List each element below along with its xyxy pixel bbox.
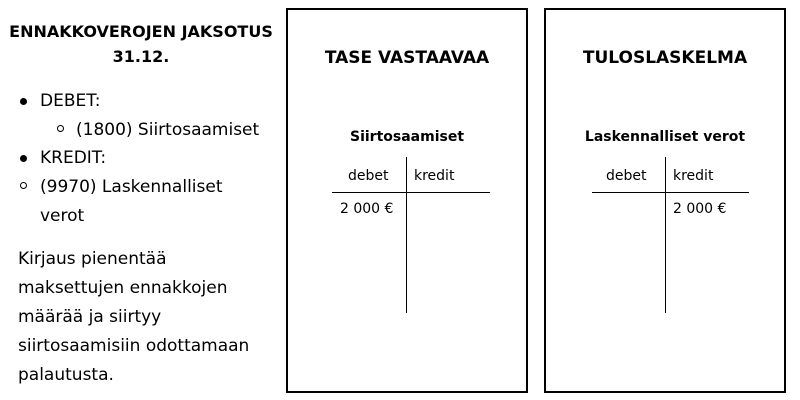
t-account-horizontal-line xyxy=(332,192,490,193)
section-title-line-2: 31.12. xyxy=(112,47,170,66)
paragraph-line: määrää ja siirtyy xyxy=(18,307,162,327)
income-statement-panel xyxy=(544,8,786,393)
kredit-header: kredit xyxy=(673,168,714,184)
debet-header: debet xyxy=(348,168,389,184)
t-account-title: Siirtosaamiset xyxy=(349,129,465,145)
section-title-line-1: ENNAKKOVEROJEN JAKSOTUS xyxy=(9,22,273,41)
explanation-paragraph xyxy=(18,245,280,390)
credit-account-line-2: verot xyxy=(40,206,85,226)
debet-header: debet xyxy=(606,168,647,184)
balance-sheet-panel xyxy=(286,8,528,393)
t-account-vertical-line xyxy=(665,157,666,313)
debit-account: (1800) Siirtosaamiset xyxy=(76,120,260,140)
panel-title: TULOSLASKELMA xyxy=(582,48,748,68)
t-account-horizontal-line xyxy=(592,192,749,193)
paragraph-line: siirtosaamisiin odottamaan xyxy=(18,336,250,356)
panel-title: TASE VASTAAVAA xyxy=(324,48,490,68)
credit-label: KREDIT: xyxy=(40,148,107,168)
t-account-title: Laskennalliset verot xyxy=(584,129,746,145)
paragraph-line: maksettujen ennakkojen xyxy=(18,278,228,298)
section-title xyxy=(0,19,282,69)
debet-amount: 2 000 € xyxy=(340,201,394,217)
paragraph-line: palautusta. xyxy=(18,365,114,385)
paragraph-line: Kirjaus pienentää xyxy=(18,249,167,269)
credit-account-line-1: (9970) Laskennalliset xyxy=(40,177,223,197)
bullet-icon xyxy=(20,98,27,105)
kredit-amount: 2 000 € xyxy=(673,201,727,217)
debit-label: DEBET: xyxy=(40,91,101,111)
kredit-header: kredit xyxy=(414,168,455,184)
explanation-column xyxy=(0,0,282,400)
sub-bullet-icon xyxy=(57,125,64,132)
t-account-vertical-line xyxy=(406,157,407,313)
bullet-icon xyxy=(20,155,27,162)
sub-bullet-icon xyxy=(20,182,27,189)
